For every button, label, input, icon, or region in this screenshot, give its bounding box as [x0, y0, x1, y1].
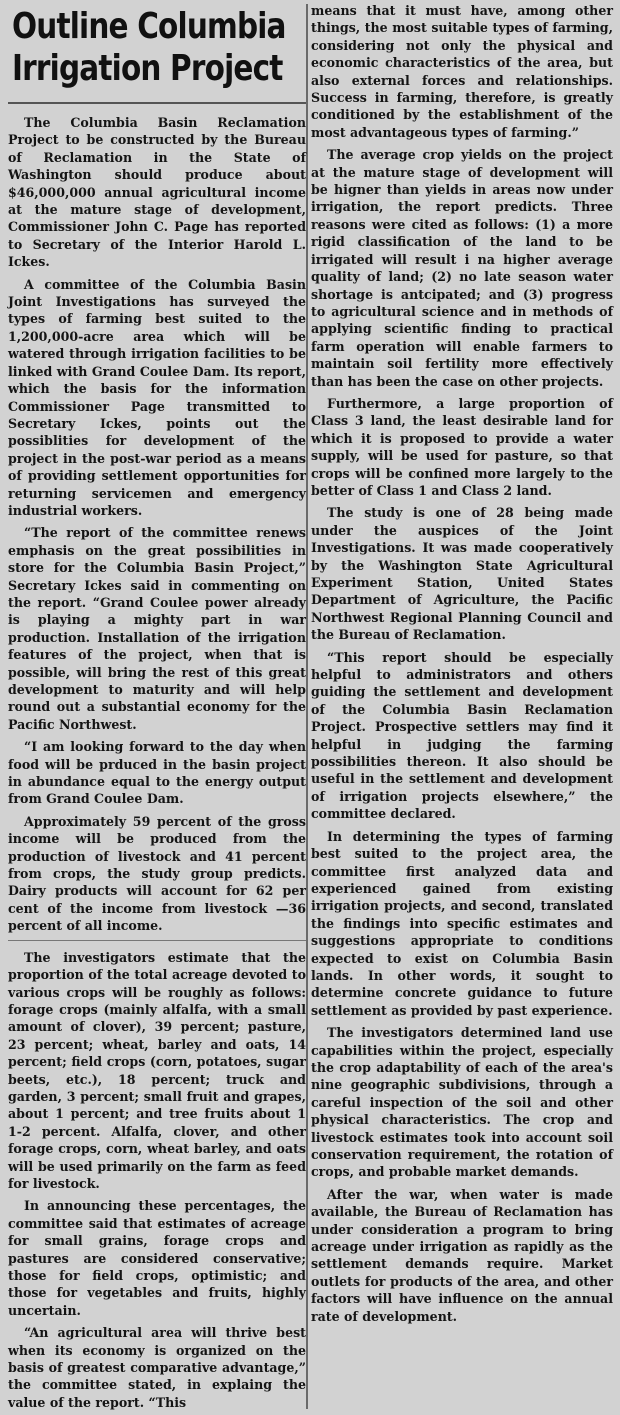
paragraph: “I am looking forward to the day when food will be prduced in the basin project in abundance equal to the energy output from Grand Coulee Dam.	[8, 739, 306, 807]
paragraph: Furthermore, a large proportion of Class 3 land, the least desirable land for which it is proposed to provide a water supply, will be used for pasture, so that crops will be confined more largely to the better of Class 1 and Class 2 land.	[311, 395, 613, 498]
paragraph-continued: means that it must have, among other things, the most suitable types of farming, considering not only the physical and economic characteristics of the area, but also external forces and relationships. Success in farming, therefore, is greatly conditioned by the establishment of the most advantageous types of farming.”	[311, 3, 613, 140]
paragraph: “An agricultural area will thrive best when its economy is organized on the basis of greatest comparative advantage,” the committee stated, in explaing the value of the report. “This	[8, 1325, 306, 1410]
paragraph: The average crop yields on the project at the mature stage of development will be higner than yields in areas now under irrigation, the report predicts. Three reasons were cited as follows: (1) a more rigid classification of the land to be irrigated will result i na higher average quality of land; (2) no late season water shortage is antcipated; and (3) progress to agricultural science and in methods of applying scientific finding to practical farm operation will enable farmers to maintain soil fertility more effectively than has been the case on other projects.	[311, 147, 613, 389]
paragraph: The investigators estimate that the proportion of the total acreage devoted to various crops will be roughly as follows: forage crops (mainly alfalfa, with a small amount of clover), 39 percent; pasture, 23 percent; wheat, barley and oats, 14 percent; field crops (corn, potatoes, sugar beets, etc.), 18 percent; truck and garden, 3 percent; small fruit and grapes, about 1 percent; and tree fruits about 1 1-2 percent. Alfalfa, clover, and other forage crops, corn, wheat barley, and oats will be used primarily on the farm as feed for livestock.	[8, 949, 306, 1191]
paragraph: A committee of the Columbia Basin Joint Investigations has surveyed the types of farming best suited to the 1,200,000-acre area which will be watered through irrigation facilities to be linked with Grand Coulee Dam. Its report, which the basis for the information Commissioner Page transmitted to Secretary Ickes, points out the possiblities for development of the project in the post-war period as a means of providing settlement opportunities for returning servicemen and emergency industrial workers.	[8, 276, 306, 518]
paragraph-separator	[8, 940, 306, 941]
paragraph: “This report should be especially helpful to administrators and others guiding the settlement and development of the Columbia Basin Reclamation Project. Prospective settlers may find it helpful in judging the farming possibilities thereon. It also should be useful in the settlement and development of irrigation projects elsewhere,” the committee declared.	[311, 649, 613, 822]
paragraph: In determining the types of farming best suited to the project area, the committee first analyzed data and experienced gained from existing irrigation projects, and second, translated the findings into specific estimates and suggestions appropriate to conditions expected to exist on Columbia Basin lands. In other words, it sought to determine concrete guidance to future settlement as provided by past experience.	[311, 828, 613, 1018]
left-column-text	[8, 114, 306, 1411]
headline-line-1: Outline Columbia	[12, 6, 286, 47]
headline-rule	[8, 102, 306, 104]
paragraph: In announcing these percentages, the committee said that estimates of acreage for small grains, forage crops and pastures are considered conservative; those for field crops, optimistic; and those for vegetables and fruits, highly uncertain.	[8, 1198, 306, 1318]
paragraph: The study is one of 28 being made under the auspices of the Joint Investigations. It was made cooperatively by the Washington State Agricultural Experiment Station, United States Department of Agriculture, the Pacific Northwest Regional Planning Council and the Bureau of Reclamation.	[311, 505, 613, 643]
paragraph: After the war, when water is made available, the Bureau of Reclamation has under consideration a program to bring acreage under irrigation as rapidly as the settlement demands require. Market outlets for products of the area, and other factors will have influence on the annual rate of development.	[311, 1186, 613, 1324]
right-column	[311, 0, 613, 1415]
paragraph: “The report of the committee renews emphasis on the great possibilities in store for the Columbia Basin Project,” Secretary Ickes said in commenting on the report. “Grand Coulee power already is playing a mighty part in war production. Installation of the irrigation features of the project, when that is possible, will bring the rest of this great development to maturity and will help round out a substantial economy for the Pacific Northwest.	[8, 525, 306, 732]
paragraph: Approximately 59 percent of the gross income will be produced from the production of livestock and 41 percent from crops, the study group predicts. Dairy products will account for 62 per cent of the income from livestock —36 percent of all income.	[8, 813, 306, 934]
paragraph: The investigators determined land use capabilities within the project, especially the crop adaptability of each of the area's nine geographic subdivisions, through a careful inspection of the soil and other physical characteristics. The crop and livestock estimates took into account soil conservation requirement, the rotation of crops, and probable market demands.	[311, 1025, 613, 1180]
left-column	[8, 0, 306, 1415]
paragraph: The Columbia Basin Reclamation Project to be constructed by the Bureau of Reclamation in the State of Washington should produce about $46,000,000 annual agricultural income at the mature stage of development, Commissioner John C. Page has reported to Secretary of the Interior Harold L. Ickes.	[8, 115, 306, 270]
column-rule	[306, 4, 308, 1409]
headline	[12, 6, 286, 90]
right-column-text	[311, 2, 613, 1325]
headline-line-2: Irrigation Project	[12, 48, 283, 89]
